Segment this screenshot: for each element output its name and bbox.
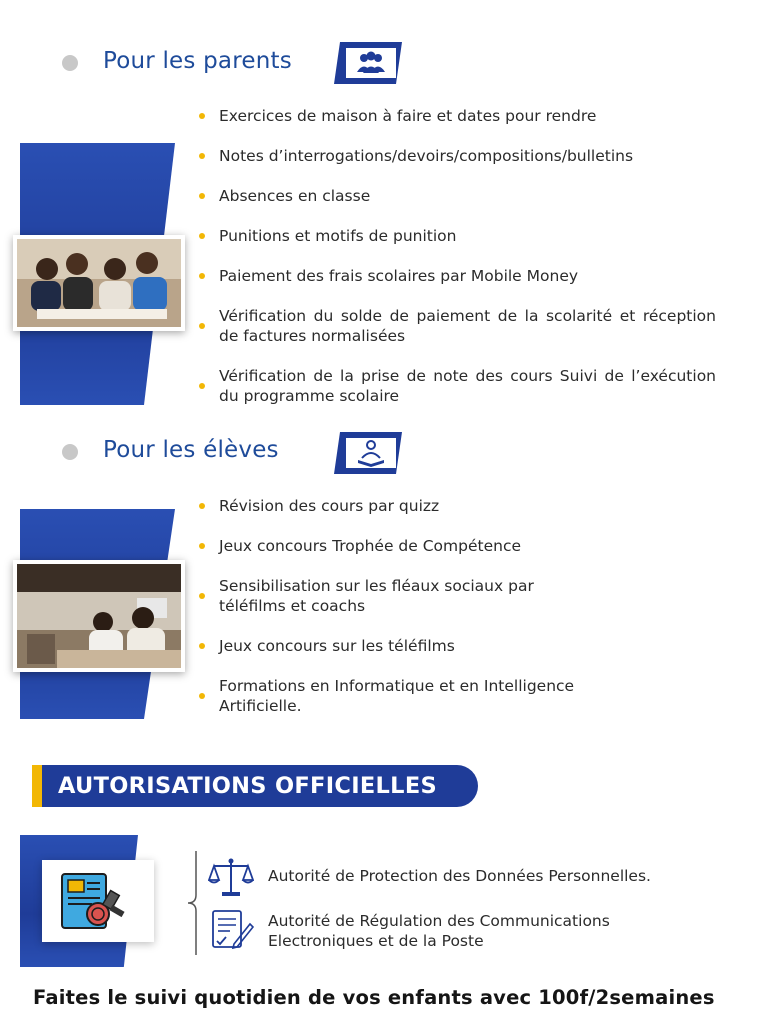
authority-item-1: Autorité de Protection des Données Personnelles. (268, 867, 651, 885)
list-item: Vérification du solde de paiement de la scolarité et réception de factures normalisées (199, 306, 716, 346)
banner-accent (32, 765, 42, 807)
section-bullet (62, 444, 78, 460)
study-photo (13, 560, 185, 672)
student-reading-icon (334, 432, 402, 474)
list-item: Formations en Informatique et en Intelligence Artificielle. (199, 676, 639, 716)
users-group-icon (334, 42, 402, 84)
family-photo (13, 235, 185, 331)
list-item: Sensibilisation sur les fléaux sociaux par téléfilms et coachs (199, 576, 584, 616)
certificate-card (42, 860, 154, 942)
scales-icon (208, 856, 254, 903)
footer-tagline: Faites le suivi quotidien de vos enfants avec 100f/2semaines (33, 986, 715, 1009)
list-item: Jeux concours Trophée de Compétence (199, 536, 639, 556)
banner-title: AUTORISATIONS OFFICIELLES (58, 773, 437, 799)
list-item: Notes d’interrogations/devoirs/compositions/bulletins (199, 146, 716, 166)
parents-section-title: Pour les parents (103, 48, 292, 74)
list-item: Absences en classe (199, 186, 716, 206)
list-item: Exercices de maison à faire et dates pour rendre (199, 106, 716, 126)
list-item: Vérification de la prise de note des cours Suivi de l’exécution du programme scolaire (199, 366, 716, 406)
authority-item-2: Autorité de Régulation des Communications Electroniques et de la Poste (268, 912, 610, 950)
brace-divider (186, 851, 200, 960)
eleves-feature-list (199, 496, 639, 716)
list-item: Révision des cours par quizz (199, 496, 639, 516)
section-bullet (62, 55, 78, 71)
eleves-section-title: Pour les élèves (103, 437, 279, 463)
list-item: Jeux concours sur les téléfilms (199, 636, 639, 656)
parents-feature-list (199, 106, 716, 406)
list-item: Punitions et motifs de punition (199, 226, 716, 246)
signed-document-icon (210, 908, 254, 957)
autorisations-banner (42, 765, 478, 807)
certificate-stamp-icon (58, 870, 128, 937)
list-item: Paiement des frais scolaires par Mobile Money (199, 266, 716, 286)
